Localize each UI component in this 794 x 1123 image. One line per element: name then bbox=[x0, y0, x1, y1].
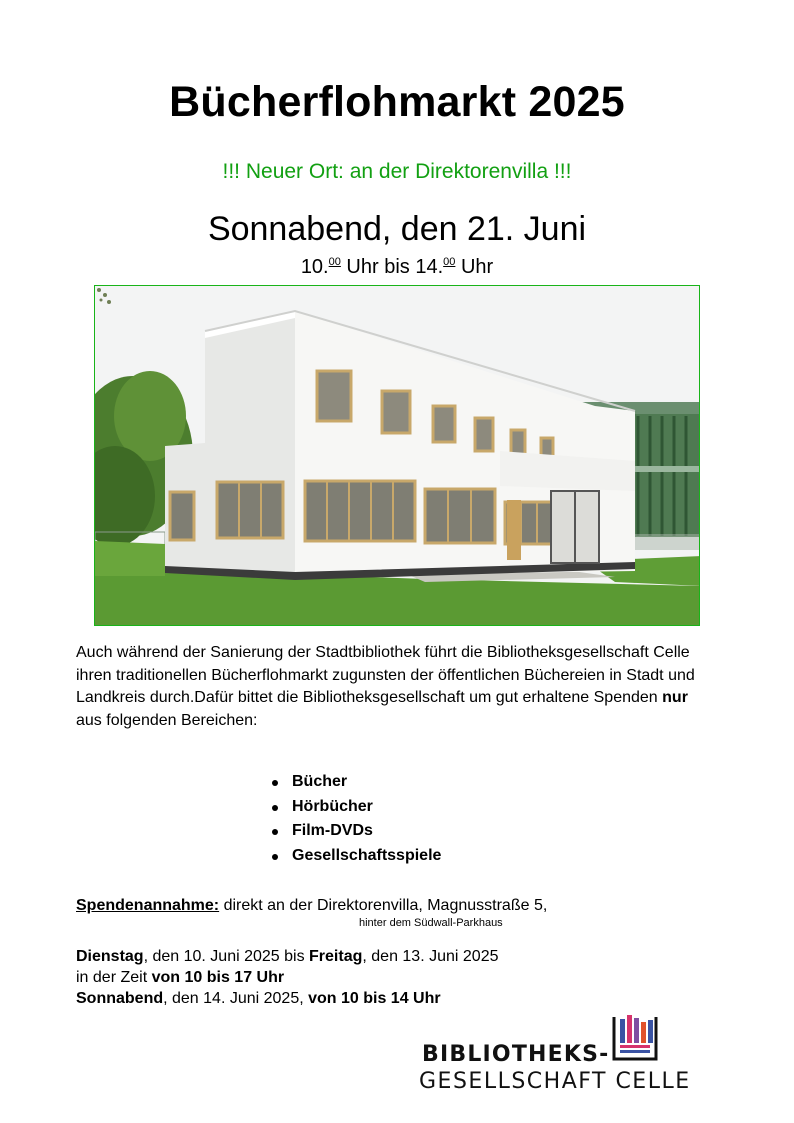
schedule-line-weekdays bbox=[76, 946, 498, 967]
event-time bbox=[0, 256, 794, 279]
time-middle: Uhr bis 14. bbox=[340, 256, 444, 278]
villa-photo bbox=[94, 285, 700, 626]
schedule-day-start: Dienstag bbox=[76, 948, 144, 965]
time-end-minutes: 00 bbox=[443, 256, 456, 268]
new-location-notice: !!! Neuer Ort: an der Direktorenvilla !!! bbox=[222, 160, 572, 183]
schedule-saturday-day: Sonnabend bbox=[76, 990, 164, 1007]
page-title: Bücherflohmarkt 2025 bbox=[169, 78, 625, 126]
logo-line-1: BIBLIOTHEKS- bbox=[422, 1042, 610, 1067]
event-date: Sonnabend, den 21. Juni bbox=[207, 210, 587, 248]
schedule-date-start: , den 10. Juni 2025 bis bbox=[143, 948, 310, 965]
intro-paragraph bbox=[76, 642, 716, 732]
logo-line-2: GESELLSCHAFT CELLE bbox=[419, 1069, 691, 1094]
schedule-line-saturday bbox=[76, 988, 498, 1009]
time-start-minutes: 00 bbox=[328, 256, 341, 268]
donation-schedule bbox=[76, 946, 498, 1009]
donation-location-hint: hinter dem Südwall-Parkhaus bbox=[359, 917, 503, 929]
donation-location bbox=[76, 895, 547, 917]
schedule-saturday-date: , den 14. Juni 2025, bbox=[163, 990, 309, 1007]
intro-emphasis: nur bbox=[662, 689, 688, 706]
donation-categories-list bbox=[270, 770, 441, 869]
books-icon bbox=[610, 1013, 660, 1063]
schedule-date-end: , den 13. Juni 2025 bbox=[362, 948, 499, 965]
schedule-saturday-hours: von 10 bis 14 Uhr bbox=[308, 990, 441, 1007]
list-item: Hörbücher bbox=[270, 795, 441, 820]
schedule-line-hours bbox=[76, 967, 498, 988]
organisation-logo bbox=[418, 1013, 728, 1095]
list-item: Bücher bbox=[270, 770, 441, 795]
time-end: Uhr bbox=[455, 256, 494, 278]
donation-address: direkt an der Direktorenvilla, Magnusstraße 5, bbox=[219, 897, 548, 914]
intro-text: Auch während der Sanierung der Stadtbibliothek führt die Bibliotheksgesellschaft Celle ihren traditionellen Bücherflohmarkt zugunsten der öffentlichen Büchereien in Stadt und Landkreis durch.Dafür bittet die Bibliotheksgesellschaft um gut erhaltene Spenden bbox=[76, 644, 695, 706]
donation-label: Spendenannahme: bbox=[76, 897, 220, 914]
list-item: Gesellschaftsspiele bbox=[270, 844, 441, 869]
schedule-day-end: Freitag bbox=[309, 948, 363, 965]
schedule-hours-prefix: in der Zeit bbox=[76, 969, 152, 986]
time-start-hour: 10. bbox=[300, 256, 329, 278]
schedule-hours: von 10 bis 17 Uhr bbox=[151, 969, 285, 986]
intro-text-end: aus folgenden Bereichen: bbox=[76, 711, 258, 729]
list-item: Film-DVDs bbox=[270, 819, 441, 844]
